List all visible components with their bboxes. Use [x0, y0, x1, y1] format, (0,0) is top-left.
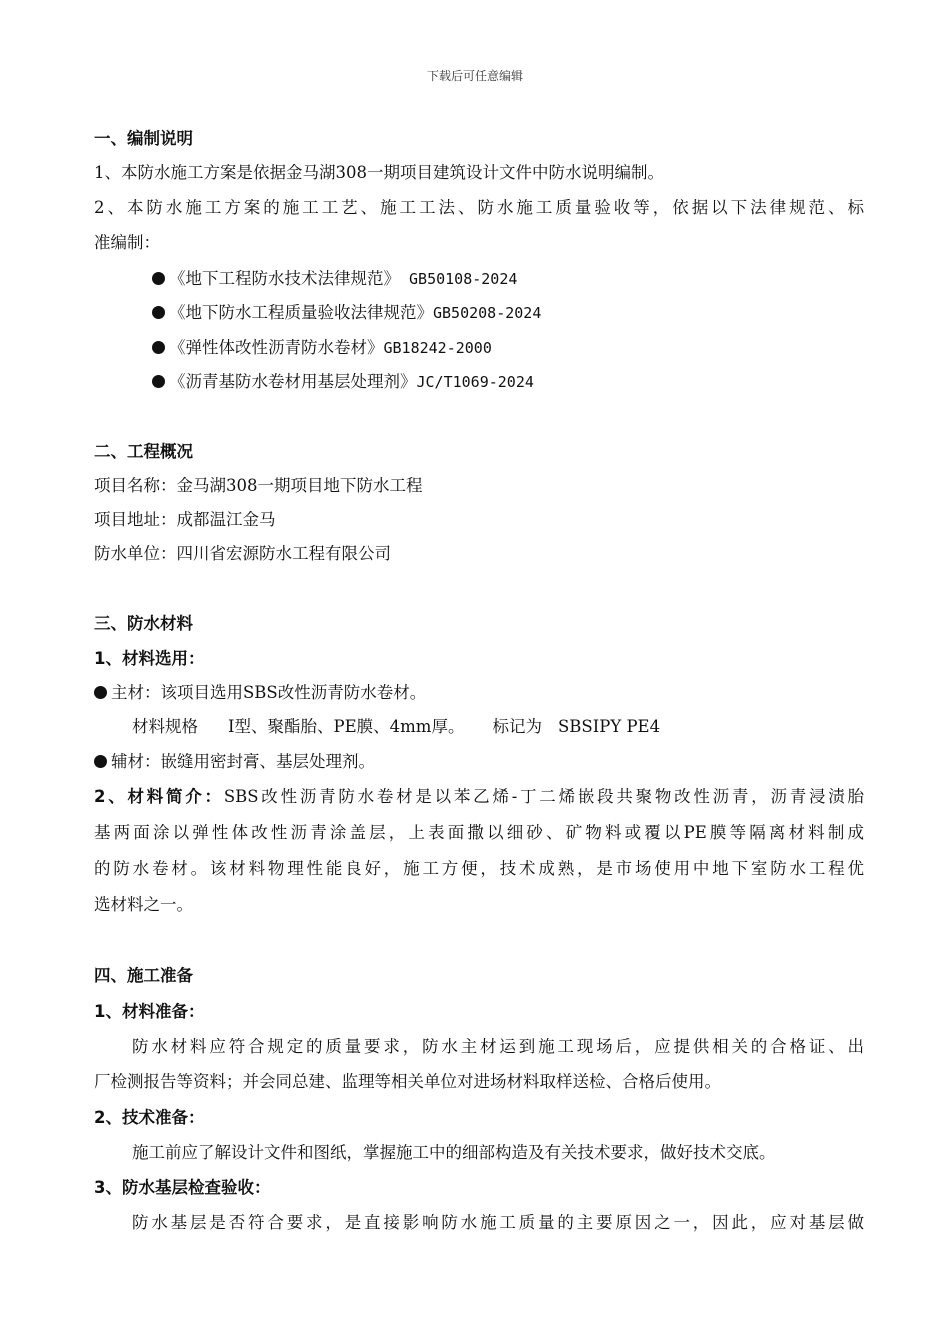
section-4-title: 四、施工准备 — [94, 966, 193, 985]
ref-name: 《弹性体改性沥青防水卷材》 — [169, 338, 384, 357]
main-material — [94, 682, 426, 704]
ref-code: JC/T1069-2024 — [416, 373, 534, 391]
section-3-sub-1: 1、材料选用： — [94, 649, 205, 668]
ref-code: GB50208-2024 — [433, 304, 542, 322]
ref-item — [152, 371, 534, 393]
section-4-para-3: 防水基层是否符合要求，是直接影响防水施工质量的主要原因之一，因此，应对基层做 — [132, 1213, 864, 1232]
ref-code: GB18242-2000 — [383, 339, 492, 357]
section-4-para-2: 施工前应了解设计文件和图纸，掌握施工中的细部构造及有关技术要求，做好技术交底。 — [132, 1143, 776, 1162]
section-1-para-2b: 准编制： — [94, 233, 160, 252]
ref-name: 《沥青基防水卷材用基层处理剂》 — [169, 372, 417, 391]
ref-name: 《地下工程防水技术法律规范》 — [169, 269, 400, 288]
aux-material — [94, 751, 375, 773]
mark-value: SBSⅠPY PE4 — [557, 717, 661, 736]
intro-text-1: SBS改性沥青防水卷材是以苯乙烯-丁二烯嵌段共聚物改性沥青，沥青浸渍胎 — [223, 787, 864, 806]
page-header: 下载后可任意编辑 — [426, 69, 523, 83]
bullet-icon — [152, 272, 165, 285]
ref-name: 《地下防水工程质量验收法律规范》 — [169, 303, 433, 322]
material-spec — [132, 716, 660, 738]
section-4-para-1b: 厂检测报告等资料；并会同总建、监理等相关单位对进场材料取样送检、合格后使用。 — [94, 1072, 721, 1091]
section-2-title: 二、工程概况 — [94, 442, 193, 461]
material-intro-4: 选材料之一。 — [94, 895, 193, 914]
main-material-text: 主材：该项目选用SBS改性沥青防水卷材。 — [111, 683, 427, 702]
section-1-title: 一、编制说明 — [94, 129, 193, 148]
bullet-icon — [152, 375, 165, 388]
bullet-icon — [94, 686, 107, 699]
section-1-para-2a: 2、本防水施工方案的施工工艺、施工工法、防水施工质量验收等，依据以下法律规范、标 — [94, 198, 864, 217]
section-3-title: 三、防水材料 — [94, 614, 193, 633]
aux-material-text: 辅材：嵌缝用密封膏、基层处理剂。 — [111, 752, 375, 771]
ref-item — [152, 337, 492, 359]
bullet-icon — [152, 341, 165, 354]
section-4-sub-3: 3、防水基层检查验收： — [94, 1178, 271, 1197]
bullet-icon — [94, 755, 107, 768]
waterproof-unit: 防水单位：四川省宏源防水工程有限公司 — [94, 544, 391, 563]
ref-code: GB50108-2024 — [400, 270, 518, 288]
section-4-para-1a: 防水材料应符合规定的质量要求，防水主材运到施工现场后，应提供相关的合格证、出 — [132, 1037, 864, 1056]
bullet-icon — [152, 306, 165, 319]
mark-label: 标记为 — [492, 717, 542, 736]
ref-item — [152, 268, 517, 290]
section-1-para-1: 1、本防水施工方案是依据金马湖308一期项目建筑设计文件中防水说明编制。 — [94, 163, 664, 182]
project-name: 项目名称：金马湖308一期项目地下防水工程 — [94, 476, 423, 495]
ref-item — [152, 302, 541, 324]
material-intro-1 — [94, 786, 864, 808]
section-3-sub-2: 2、材料简介： — [94, 787, 224, 806]
section-4-sub-2: 2、技术准备： — [94, 1108, 205, 1127]
spec-value: Ⅰ型、聚酯胎、PE膜、4mm厚。 — [228, 717, 465, 736]
material-intro-2: 基两面涂以弹性体改性沥青涂盖层，上表面撒以细砂、矿物料或覆以PE膜等隔离材料制成 — [94, 823, 864, 842]
section-4-sub-1: 1、材料准备： — [94, 1002, 205, 1021]
project-address: 项目地址：成都温江金马 — [94, 510, 276, 529]
spec-label: 材料规格 — [132, 717, 198, 736]
material-intro-3: 的防水卷材。该材料物理性能良好，施工方便，技术成熟，是市场使用中地下室防水工程优 — [94, 859, 864, 878]
